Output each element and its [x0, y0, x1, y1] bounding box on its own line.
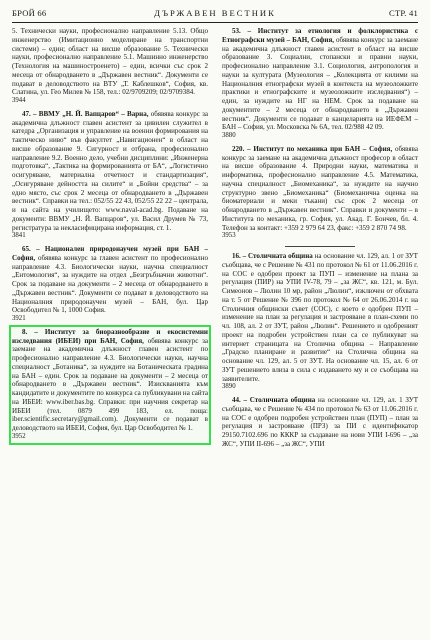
notice-8-highlighted: [12, 328, 208, 442]
notice-body: обявява конкурс за главен асистент по професионално направление 4.3. Биологически науки, научна специалност „Ентомология“, за нуждите на отдел „Безгръбначни животни“. Срок за подаване на документи – 2 месеца от обнародването в „Държавен вестник“. Документи се подават в деловодството на Националния природонаучен музей – БАН, бул. Цар Освободител № 1, 1000 София.: [12, 253, 208, 315]
notice-code: 3944: [12, 97, 26, 104]
notice-47: [12, 110, 208, 241]
section-divider: [285, 246, 355, 247]
notice-body: обявява конкурс за заемане на академична длъжност професор в област на висше образование 4. Природни науки, математика и информатика, професионално направление 4.5. Математика, научна специалност „Биомеханика“, за нуждите на научно структурно звено „Биомеханика“ (Биомеханична оценка на биоматериали и меки тъкани) със срок 2 месеца от обнародването в „Държавен вестник“. Справки и документи – в Института по механика, гр. София, ул. Акад. Г. Бончев, бл. 4. Телефон за контакт: +359 2 979 64 23, факс: +359 2 870 74 98.: [222, 144, 418, 232]
notice-lead: 44. – Столичната община: [232, 396, 316, 404]
notice-lead: 16. – Столичната община: [232, 252, 313, 260]
notice-lead: 47. – ВВМУ „Н. Й. Вапцаров“ – Варна,: [22, 109, 149, 118]
notice-lead: 8. – Институт за биоразнообразие и екосистемни изследвания (ИБЕИ) при БАН, София,: [12, 327, 208, 345]
notice-body: 5. Технически науки, професионално направление 5.13. Общо инженерство (Имитационно моделиране на транспортни системи) – един; област на висше образование 5. Технически науки, професионално направление 5.1. Машинно инженерство (Технология на машиностроенето) – един, всички със срок 2 месеца от обнародването в „Държавен вестник“. Документи се подават в деловодството на ВТУ „Т. Каблешков“, София, кв. Слатина, ул. Гео Милев № 158, тел.: 02/9709209; 02/9709384.: [12, 27, 208, 97]
notice-body: на основание чл. 129, ал. 1 ЗУТ съобщава, че с Решение № 434 по протокол № 63 от 11.06.2016 г. на СОС е одобрен подробен устройствен план (ПУП) – план за регулация и застрояване (ПРЗ) за ПИ с идентификатор 29150.7102.696 по КККР за създаване на нови УПИ I-696 – „за ЖС“, УПИ II-696 – „за ЖС“, УПИ: [222, 396, 419, 448]
newspaper-title: ДЪРЖАВЕН ВЕСТНИК: [154, 8, 276, 18]
notice-code: 3952: [12, 432, 26, 440]
notice-65: [12, 245, 208, 324]
notice-code: 3890: [222, 383, 236, 391]
notice-body: обявява конкурс за академична длъжност главен асистент за цивилен служител в катедра „Организация и управление на военни формирования на тактическо ниво“ във факултет „Навигационен“ в област на висше образование 9. Сигурност и отбрана, професионално направление 9.2. Военно дело, учебни дисциплини: „Инженерна подготовка“, „Тактика на формированията от БА“, „Логистично осигуряване, материална отчетност и стандартизация“, „Осигуряване дейността на силите“ и „Бойни средства“ – за едно място, със срок 2 месеца от обнародването в „Държавен вестник“. Справки на тел.: 052/55 22 43, 052/55 22 22 – централа, и на сайта на училището: www.naval-acad.bg. Подаване на документи: ВВМУ „Н. Й. Вапцаров“, ул. Васил Друмев № 73, регистратура за некласифицирана информация, ст. 1.: [12, 109, 208, 232]
notice-code: 3880: [222, 132, 236, 139]
notice-body: обявява конкурс за заемане на академична длъжност главен асистент в област на висше образование 3. Социални, стопански и правни науки, професионално направление 3.1. Социология, антропология и науки за културата (Музеология – „Колекцията от килими на Националния етнографски музей в контекста на музеоложките практики и етнографските и музеоложките изследвания“) – един, за нуждите на НГ на НЕМ. Срок за подаване на документите – 2 месеца от обнародването в „Държавен вестник“. Документи се подават в канцеларията на ИЕФЕМ – БАН – София, ул. Московска № 6А, тел. 02/988 42 09.: [222, 35, 419, 132]
notice-continuation: [12, 27, 208, 106]
notice-220: [222, 145, 418, 241]
notice-16: [222, 252, 418, 392]
notice-body: на основание чл. 129, ал. 1 от ЗУТ съобщава, че с Решение № 431 по протокол № 61 от 11.06.2016 г. на СОС е одобрен проект за ПУП – изменение на плана за регулация (ПИР) на УПИ IV-78, 79 – „за ЖС“, кв. 121, м. Бул. Симеонов – Люлин 10 мр, район „Люлин“, изключен от обхвата на т. 5 от Решение № 396 по протокол № 64 от 26.06.2014 г. на Столичния общински съвет (СОС), с което е одобрен ПУП – изменение на план за регулация и застрояване в план-схеми по чл. 108, ал. 2 от ЗУТ, район „Люлин“. Решението и одобреният проект на подробен устройствен план са се публикуват на интернет страницата на Столична община – Направление „Градско планиране и развитие“ на Столична община на основание чл. 129, ал. 5 от ЗУТ. На основание чл. 15, ал. 6 от ЗУТ решението влиза в сила с издаването му и се съобщава на заявителите.: [222, 252, 418, 383]
notice-code: 3921: [12, 315, 26, 322]
notice-body: обявява конкурс за заемане на академична длъжност главен асистент по професионално направление 4.3. Биологически науки, научна специалност „Ботаника“, за нуждите на Ботаническата градина на БАН – един. Срок за подаване на документи – 2 месеца от обнародването в „Държавен вестник“. Изискванията към кандидатите и документите по конкурса са публикувани на сайта на ИБЕИ: www.iber.bas.bg. Справки: при научния секретар на ИБЕИ (тел. 0879 499 183, ел. поща: iber.scientific.secretary@gmail.com). Документи се подават в деловодството на ИБЕИ, София, бул. Цар Освободител № 1.: [12, 336, 208, 432]
notice-53: [222, 27, 418, 141]
issue-number: БРОЙ 66: [12, 8, 47, 18]
page-number: СТР. 41: [389, 8, 418, 18]
notice-44: [222, 396, 418, 449]
header-rule: [12, 22, 418, 23]
page-header: [12, 8, 418, 22]
notice-lead: 220. – Институт по механика при БАН – София,: [232, 144, 393, 153]
notice-code: 3841: [12, 232, 26, 240]
notice-code: 3953: [222, 232, 236, 240]
right-column: [222, 27, 418, 449]
notice-lead: 65. – Национален природонаучен музей при БАН – София,: [12, 245, 208, 262]
left-column: [12, 27, 208, 446]
notice-lead: 53. – Институт за етнология и фолклористика с Етнографски музей – БАН, София,: [222, 27, 418, 44]
